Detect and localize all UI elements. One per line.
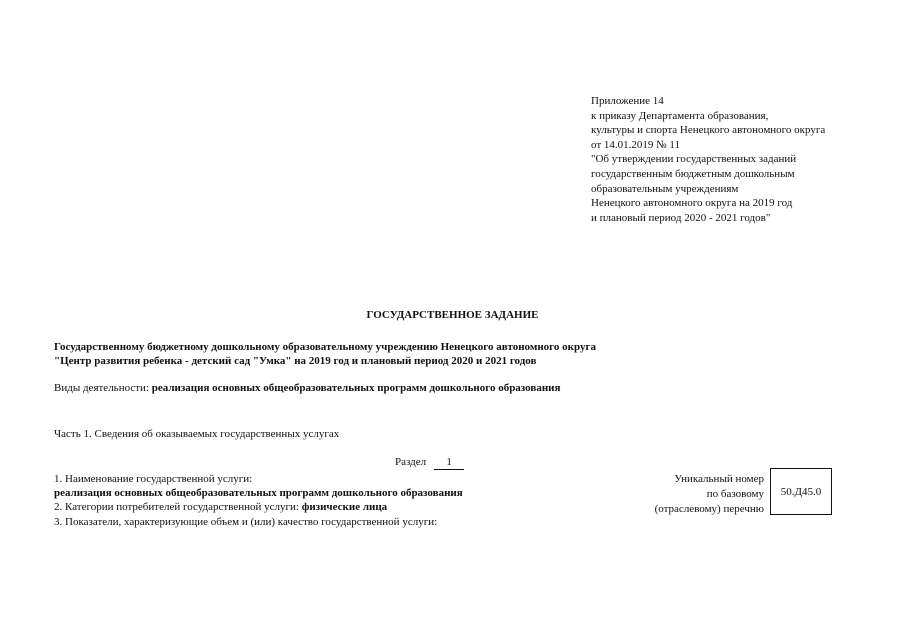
activities-line	[54, 381, 560, 395]
service-category-label: 2. Категории потребителей государственной услуги:	[54, 501, 302, 514]
unique-number-code-box: 50.Д45.0	[770, 468, 832, 515]
service-category-line	[54, 500, 463, 514]
recipient-block	[54, 340, 596, 368]
section-number: 1	[434, 455, 464, 470]
appendix-line: от 14.01.2019 № 11	[591, 138, 680, 151]
service-name-value: реализация основных общеобразовательных программ дошкольного образования	[54, 487, 463, 500]
appendix-block	[591, 94, 825, 225]
appendix-line: культуры и спорта Ненецкого автономного округа	[591, 124, 826, 137]
appendix-line: образовательным учреждениям	[591, 182, 739, 195]
unique-number-label	[655, 472, 764, 516]
appendix-line: "Об утверждении государственных заданий	[591, 153, 797, 166]
appendix-line: Ненецкого автономного округа на 2019 год	[591, 197, 793, 210]
part-heading: Часть 1. Сведения об оказываемых государственных услугах	[54, 428, 340, 440]
recipient-line-2: "Центр развития ребенка - детский сад "Умка" на 2019 год и плановый период 2020 и 2021 годов	[54, 355, 537, 367]
appendix-line: к приказу Департамента образования,	[591, 109, 769, 122]
appendix-line: Приложение 14	[591, 95, 664, 107]
section-heading	[395, 455, 464, 470]
document-title: ГОСУДАРСТВЕННОЕ ЗАДАНИЕ	[366, 309, 539, 321]
unique-number-line-1: Уникальный номер	[674, 473, 764, 485]
recipient-line-1: Государственному бюджетному дошкольному образовательному учреждению Ненецкого автономного округа	[54, 341, 596, 353]
unique-number-line-2: по базовому	[706, 487, 764, 500]
service-category-value: физические лица	[301, 501, 388, 514]
service-name-label: 1. Наименование государственной услуги:	[54, 473, 253, 485]
appendix-line: государственным бюджетным дошкольным	[591, 167, 795, 180]
appendix-line: и плановый период 2020 - 2021 годов"	[591, 211, 771, 224]
section-label: Раздел	[395, 456, 427, 468]
activities-label: Виды деятельности:	[54, 382, 152, 394]
service-indicators-label: 3. Показатели, характеризующие объем и (или) качество государственной услуги:	[54, 515, 438, 528]
unique-number-line-3: (отраслевому) перечню	[654, 502, 764, 515]
service-block	[54, 472, 463, 529]
activities-value: реализация основных общеобразовательных программ дошкольного образования	[151, 382, 561, 394]
